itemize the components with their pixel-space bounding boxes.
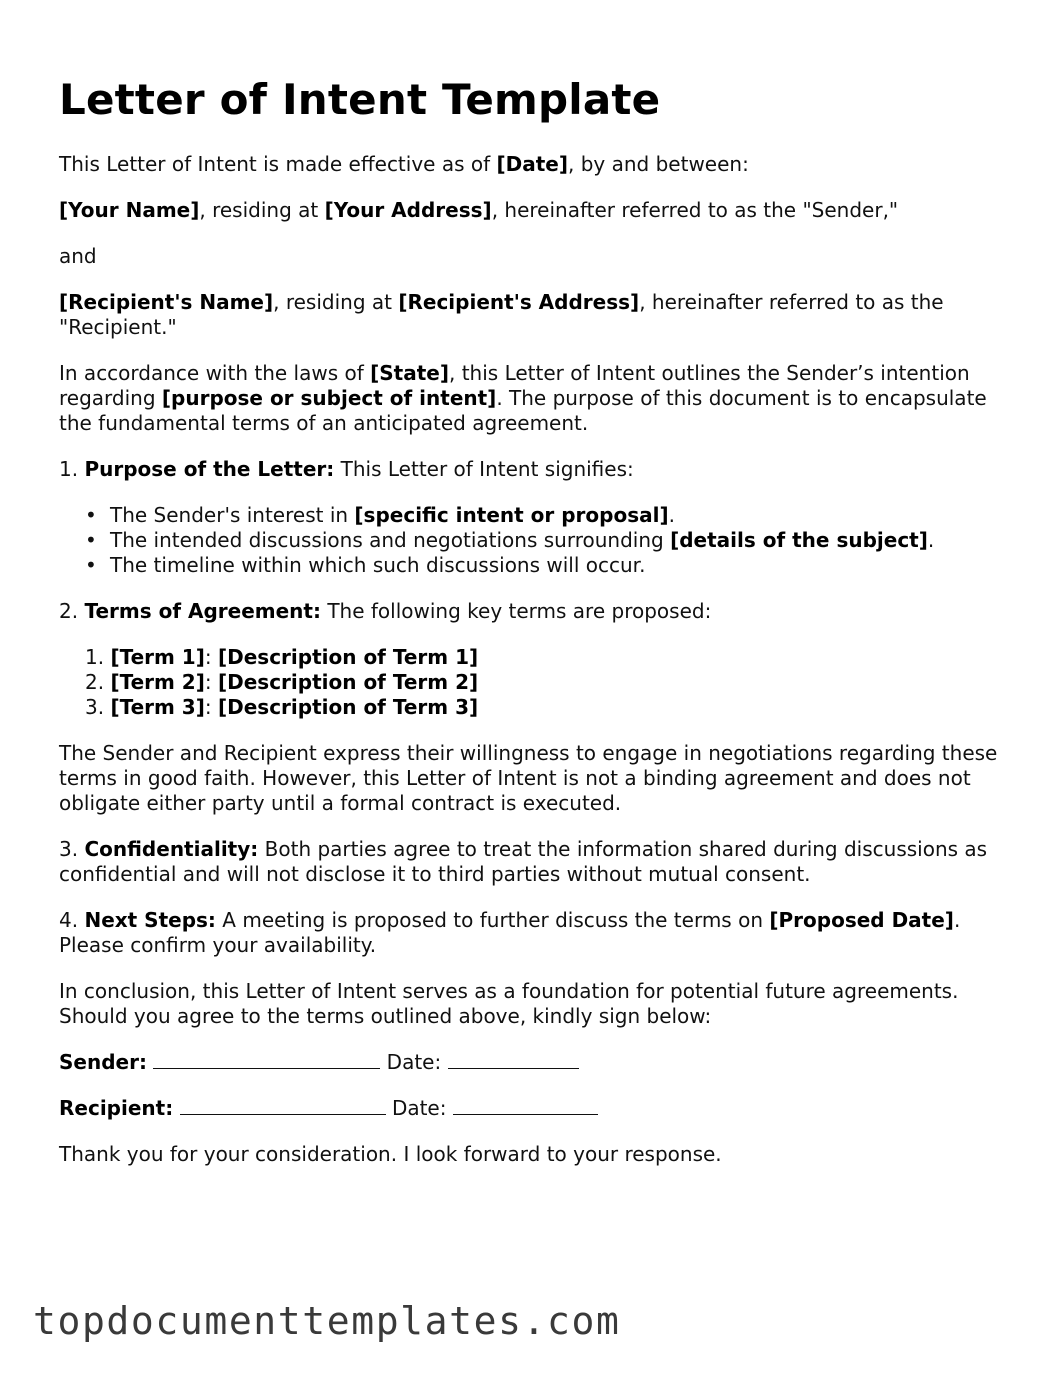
section-number: 4. bbox=[59, 908, 85, 932]
recipient-paragraph bbox=[59, 290, 1019, 340]
letter-body bbox=[59, 152, 1019, 1188]
section-text: Both parties agree to treat the information shared during discussions as confidential and will not disclose it to third parties without mutual consent. bbox=[59, 837, 988, 886]
recipient-address-placeholder: [Recipient's Address] bbox=[398, 290, 640, 314]
bullet-end: . bbox=[668, 503, 675, 527]
recipient-date-label: Date: bbox=[391, 1096, 447, 1120]
bullet-text: The intended discussions and negotiations surrounding bbox=[110, 528, 671, 552]
term-description-placeholder: [Description of Term 3] bbox=[217, 695, 479, 719]
recipient-signature-line bbox=[59, 1096, 1019, 1121]
purpose-placeholder: [purpose or subject of intent] bbox=[161, 386, 497, 410]
recipient-signature-label: Recipient: bbox=[59, 1096, 174, 1120]
sender-date-field[interactable] bbox=[448, 1050, 579, 1069]
list-item bbox=[110, 528, 1019, 553]
term-placeholder: [Term 1] bbox=[110, 645, 205, 669]
section-number: 3. bbox=[59, 837, 85, 861]
intro-text-end: , by and between: bbox=[568, 152, 749, 176]
term-description-placeholder: [Description of Term 1] bbox=[217, 645, 479, 669]
section-heading: Purpose of the Letter: bbox=[84, 457, 335, 481]
section-confidentiality bbox=[59, 837, 1019, 887]
willingness-paragraph: The Sender and Recipient express their willingness to engage in negotiations regarding these terms in good faith. However, this Letter of Intent is not a binding agreement and does not obligate either party until a formal contract is executed. bbox=[59, 741, 998, 815]
sender-paragraph bbox=[59, 198, 1019, 223]
recipient-text-end: , hereinafter referred to as the "Recipient." bbox=[59, 290, 944, 339]
term-placeholder: [Term 2] bbox=[110, 670, 205, 694]
list-item bbox=[85, 645, 1019, 670]
bullet-placeholder: [details of the subject] bbox=[670, 528, 928, 552]
page-title: Letter of Intent Template bbox=[59, 75, 661, 124]
section-terms bbox=[59, 599, 1019, 624]
section-heading: Next Steps: bbox=[84, 908, 216, 932]
term-separator: : bbox=[204, 645, 218, 669]
purpose-bullet-list bbox=[59, 503, 1019, 578]
section-text-end: . Please confirm your availability. bbox=[59, 908, 961, 957]
intro-text: This Letter of Intent is made effective as of bbox=[59, 152, 497, 176]
sender-date-label: Date: bbox=[386, 1050, 442, 1074]
date-placeholder: [Date] bbox=[496, 152, 569, 176]
bullet-text: The Sender's interest in bbox=[110, 503, 355, 527]
list-item bbox=[110, 503, 1019, 528]
laws-text-mid: , this Letter of Intent outlines the Sender’s intention regarding bbox=[59, 361, 970, 410]
term-placeholder: [Term 3] bbox=[110, 695, 205, 719]
recipient-name-placeholder: [Recipient's Name] bbox=[59, 290, 274, 314]
recipient-text: , residing at bbox=[273, 290, 399, 314]
proposed-date-placeholder: [Proposed Date] bbox=[769, 908, 954, 932]
section-heading: Confidentiality: bbox=[84, 837, 259, 861]
sender-text: , residing at bbox=[199, 198, 325, 222]
section-text: The following key terms are proposed: bbox=[320, 599, 712, 623]
laws-paragraph bbox=[59, 361, 1019, 436]
state-placeholder: [State] bbox=[370, 361, 449, 385]
sender-signature-line bbox=[59, 1050, 1019, 1075]
sender-signature-label: Sender: bbox=[59, 1050, 147, 1074]
section-purpose bbox=[59, 457, 1019, 482]
term-number: 2. bbox=[85, 670, 111, 694]
sender-address-placeholder: [Your Address] bbox=[324, 198, 492, 222]
laws-text-end: . The purpose of this document is to encapsulate the fundamental terms of an anticipated agreement. bbox=[59, 386, 987, 435]
list-item bbox=[110, 553, 1019, 578]
recipient-signature-field[interactable] bbox=[180, 1096, 386, 1115]
term-number: 3. bbox=[85, 695, 111, 719]
section-text: A meeting is proposed to further discuss the terms on bbox=[215, 908, 770, 932]
conclusion-paragraph: In conclusion, this Letter of Intent serves as a foundation for potential future agreements. Should you agree to the terms outlined above, kindly sign below: bbox=[59, 979, 959, 1028]
terms-list bbox=[59, 645, 1019, 720]
sender-name-placeholder: [Your Name] bbox=[59, 198, 200, 222]
intro-paragraph bbox=[59, 152, 1019, 177]
bullet-text: The timeline within which such discussions will occur. bbox=[110, 553, 646, 577]
section-number: 2. bbox=[59, 599, 85, 623]
laws-text: In accordance with the laws of bbox=[59, 361, 371, 385]
bullet-placeholder: [specific intent or proposal] bbox=[354, 503, 669, 527]
list-item bbox=[85, 670, 1019, 695]
section-heading: Terms of Agreement: bbox=[84, 599, 321, 623]
and-paragraph: and bbox=[59, 244, 97, 268]
section-next-steps bbox=[59, 908, 1019, 958]
sender-signature-field[interactable] bbox=[153, 1050, 380, 1069]
section-number: 1. bbox=[59, 457, 85, 481]
list-item bbox=[85, 695, 1019, 720]
term-description-placeholder: [Description of Term 2] bbox=[217, 670, 479, 694]
term-separator: : bbox=[204, 670, 218, 694]
closing-paragraph: Thank you for your consideration. I look forward to your response. bbox=[59, 1142, 722, 1166]
recipient-date-field[interactable] bbox=[453, 1096, 598, 1115]
site-watermark: topdocumenttemplates.com bbox=[33, 1299, 621, 1343]
sender-text-end: , hereinafter referred to as the "Sender," bbox=[491, 198, 899, 222]
term-separator: : bbox=[204, 695, 218, 719]
term-number: 1. bbox=[85, 645, 111, 669]
section-text: This Letter of Intent signifies: bbox=[334, 457, 634, 481]
bullet-end: . bbox=[927, 528, 935, 552]
